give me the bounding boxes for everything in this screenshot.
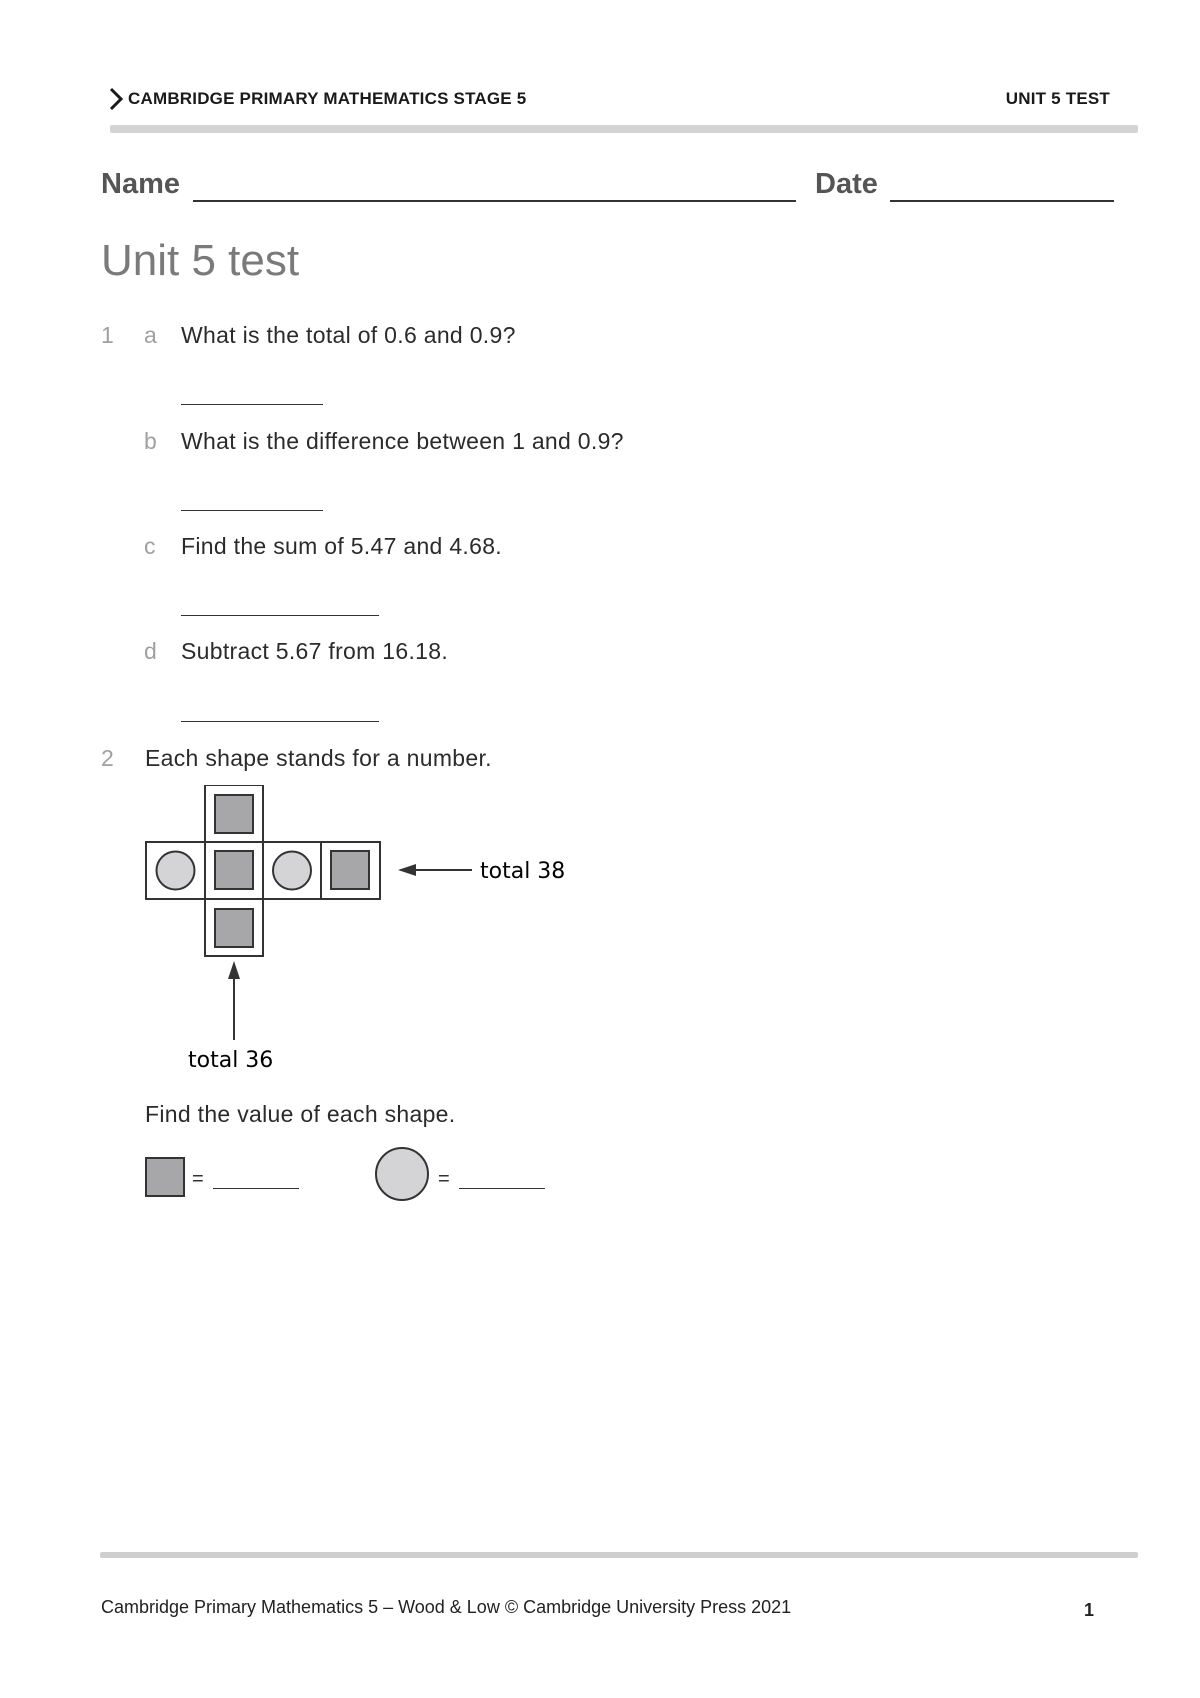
answer-line-1d[interactable] [181,721,379,722]
date-label: Date [815,168,878,200]
question-2-instruction: Find the value of each shape. [145,1101,456,1127]
square-key-icon [144,1156,188,1200]
page-title: Unit 5 test [101,236,300,285]
answer-line-square[interactable] [213,1188,299,1189]
column-total-label: total 36 [188,1048,274,1073]
part-letter-c: c [144,533,156,559]
name-field[interactable] [193,200,796,202]
answer-line-circle[interactable] [459,1188,545,1189]
square-equals: = [192,1168,204,1190]
square-shape [215,795,253,833]
question-number-2: 2 [101,745,114,771]
footer-copyright: Cambridge Primary Mathematics 5 – Wood & Low © Cambridge University Press 2021 [101,1597,792,1617]
question-1c-text: Find the sum of 5.47 and 4.68. [181,533,502,559]
question-number-1: 1 [101,322,114,348]
answer-line-1c[interactable] [181,615,379,616]
answer-line-1a[interactable] [181,404,323,405]
circle-shape [273,852,311,890]
arrow-left-icon [398,864,472,876]
answer-line-1b[interactable] [181,510,323,511]
question-1a-text: What is the total of 0.6 and 0.9? [181,322,516,348]
question-1b-text: What is the difference between 1 and 0.9? [181,428,624,454]
date-field[interactable] [890,200,1114,202]
question-1d-text: Subtract 5.67 from 16.18. [181,638,449,664]
arrow-up-icon [228,961,240,1040]
header-unit-test: UNIT 5 TEST [1005,89,1110,108]
grid-cell-bottom [205,899,263,956]
header-series-title: CAMBRIDGE PRIMARY MATHEMATICS STAGE 5 [128,89,527,108]
part-letter-d: d [144,638,157,664]
circle-key-icon [374,1146,430,1202]
page-number: 1 [1083,1600,1094,1620]
chevron-right-icon [106,86,128,112]
square-shape [215,851,253,889]
square-shape [331,851,369,889]
row-total-label: total 38 [480,859,566,884]
part-letter-a: a [144,322,157,348]
header-divider [110,125,1138,133]
shape-grid-diagram [140,785,600,1085]
square-shape [215,909,253,947]
grid-row-middle [146,842,380,899]
grid-cell-top [205,785,263,842]
question-2-text: Each shape stands for a number. [145,745,492,771]
footer-divider [100,1552,1138,1558]
name-label: Name [101,168,180,200]
circle-equals: = [438,1168,450,1190]
circle-shape [157,852,195,890]
part-letter-b: b [144,428,157,454]
